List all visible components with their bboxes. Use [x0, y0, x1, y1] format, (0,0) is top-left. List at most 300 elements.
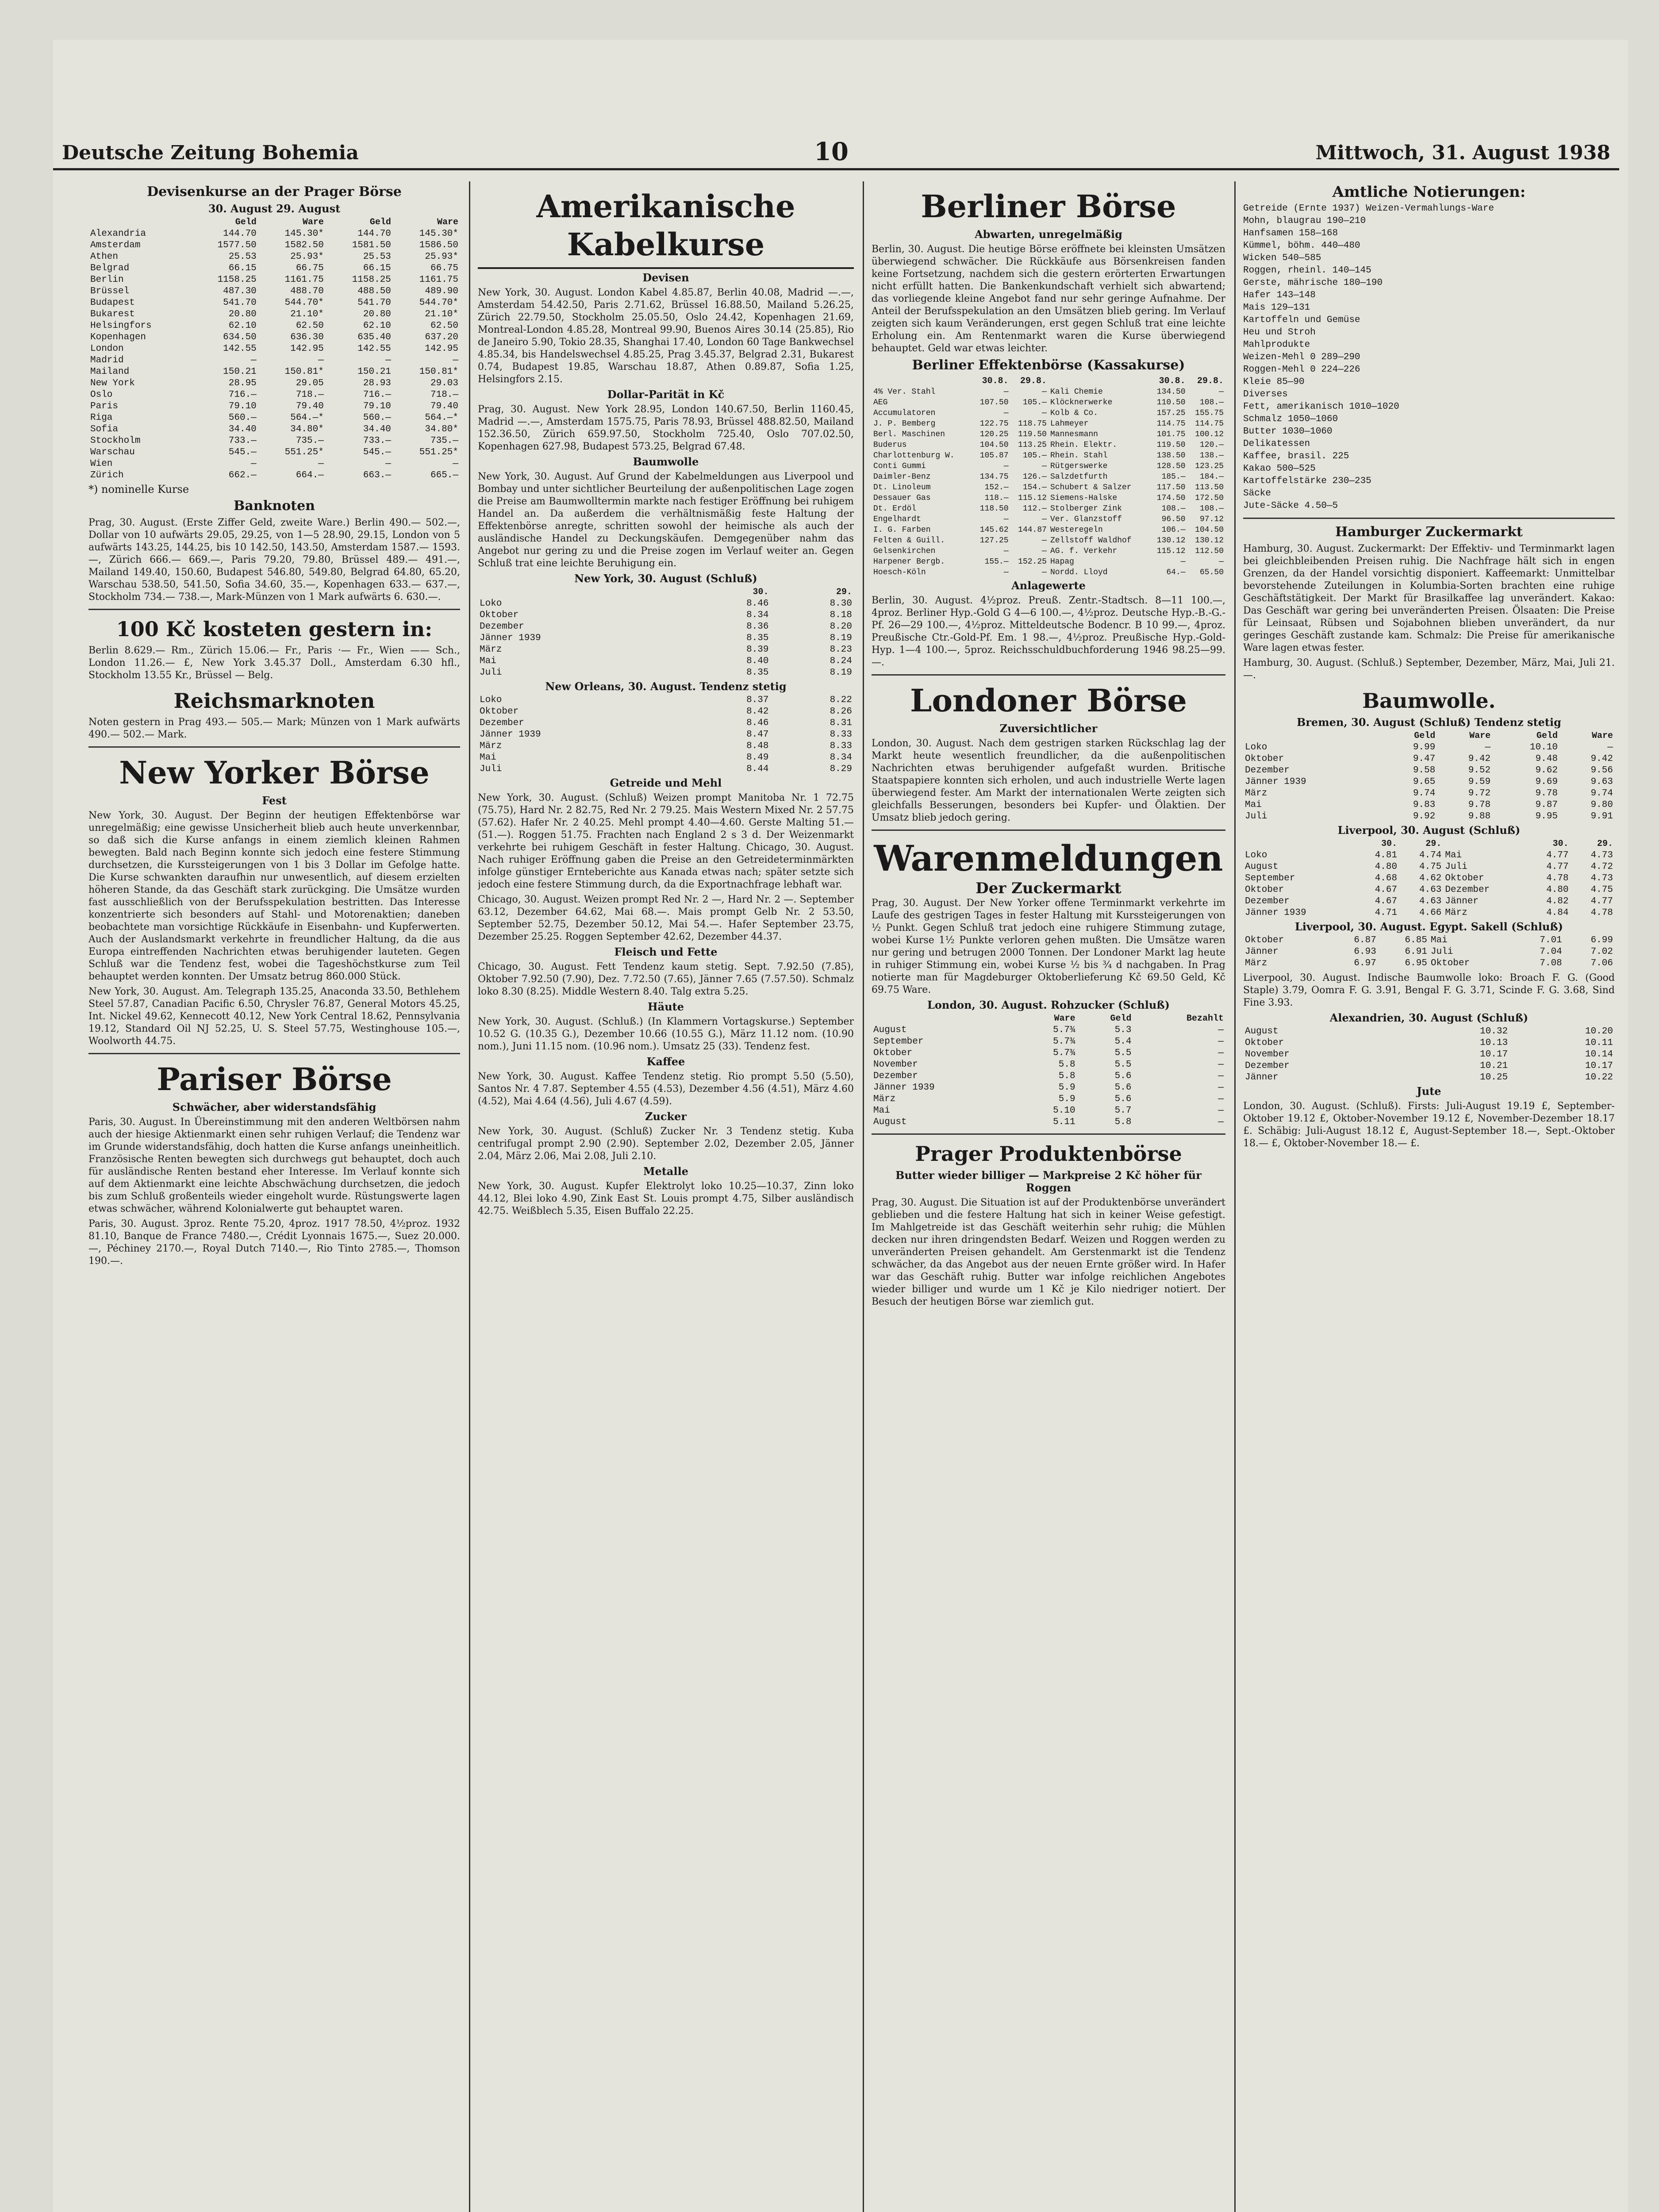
- table-cell: Dezember: [1245, 896, 1290, 906]
- table-row: [872, 1117, 1225, 1128]
- table-cell: 28.93: [363, 378, 391, 388]
- table-cell: Berlin: [90, 275, 124, 285]
- table-cell: 115.12: [1018, 494, 1047, 503]
- table-cell: Sofia: [90, 424, 119, 434]
- list-item: Wicken 540—585: [1243, 253, 1321, 263]
- table-cell: 142.95: [290, 344, 324, 354]
- alexandrien-table: [1243, 1026, 1615, 1083]
- table-cell: Budapest: [90, 298, 135, 308]
- table-row: [872, 408, 1225, 419]
- table-cell: Brüssel: [90, 286, 130, 296]
- hamburg-kaffee: Hamburg, 30. August. (Schluß.) September, Dezember, März, Mai, Juli 21.—.: [1243, 657, 1615, 681]
- table-header: [478, 587, 687, 598]
- table-header: Geld: [369, 217, 391, 227]
- list-item: Mahlprodukte: [1243, 340, 1310, 350]
- table-cell: 662.—: [228, 470, 257, 480]
- ny-text: New York, 30. August. Der Beginn der heutigen Effektenbörse war unregelmäßig; eine gewisse Unsicherheit blieb auch heute unverkennbar, so daß sich die Kurse anfangs in einem ziemlich kleinen Rahmen bewegten. Bald nach Beginn konnte sich jedoch eine festere Stimmung durchsetzen, die Kurssteigerungen von 1 bis 3 Dollar im Gefolge hatte. Die Kurse schwankten daraufhin nur unwesentlich, auf diesem erzielten höheren Stande, da das Geschäft stark zurückging. Die Umsätze wurden fast ausschließlich von der Berufsspekulation bestritten. Das Interesse konzentrierte sich besonders auf Stahl- und Motorenaktien; daneben beobachtete man vorsichtige Rückkäufe in Eisenbahn- und Kupferwerten. Auch der Auslandsmarkt verkehrte in freundlicher Haltung, da die aus Europa eintreffenden Nachrichten etwas beruhigender lauteten. Gegen Schluß war die Tendenz fest, wobei die Tageshöchstkurse zum Teil behauptet werden konnten. Der Umsatz betrug 860.000 Stück.: [88, 810, 460, 982]
- table-row: [478, 741, 854, 752]
- table-cell: 66.75: [430, 263, 458, 273]
- table-cell: 157.25: [1156, 409, 1186, 418]
- hides-sub: Häute: [647, 1000, 684, 1013]
- table-row: [88, 378, 460, 389]
- table-row: [88, 435, 460, 447]
- list-item: Weizen-Mehl 0 289—290: [1243, 352, 1360, 362]
- table-cell: Dt. Linoleum: [873, 483, 931, 492]
- table-cell: 9.69: [1535, 777, 1558, 787]
- table-cell: Oktober: [873, 1048, 913, 1058]
- table-row: [1243, 753, 1615, 765]
- table-cell: 560.—: [228, 413, 257, 423]
- table-cell: 9.92: [1413, 811, 1436, 822]
- table-cell: —: [1219, 388, 1224, 396]
- table-cell: 5.7¾: [1053, 1048, 1075, 1058]
- table-cell: Dezember: [1245, 1061, 1290, 1071]
- table-row: [1243, 873, 1615, 884]
- table-cell: Dezember: [1445, 885, 1490, 895]
- divider: [872, 830, 1225, 831]
- table-cell: Juli: [1445, 862, 1467, 872]
- table-row: [88, 263, 460, 274]
- table-cell: AG. f. Verkehr: [1050, 547, 1118, 556]
- indien-text: Liverpool, 30. August. Indische Baumwolle loko: Broach F. G. (Good Staple) 3.79, Oomra F. G. 3.91, Bengal F. G. 3.71, Scinde F. G. 3.68, Sind Fine 3.93.: [1243, 972, 1615, 1008]
- anleihen-text: Berlin, 30. August. 4½proz. Preuß. Zentr.-Stadtsch. 8—11 100.—, 4proz. Berliner Hyp.-Gold G 4—6 100.—, 4½proz. Deutsche Hyp.-B.-G.-Pf. 26—29 100.—, 4½proz. Mitteldeutsche Bodencr. B 10 99.—, 4proz. Preußische Ctr.-Gold-Pf. Em. 1 98.—, 4½proz. Preußische Hyp.-Gold-Hyp. 1—4 100.—, 5proz. Reichsschuldbuchforderung 1946 98.25—99.—.: [872, 595, 1225, 668]
- table-cell: 4.75: [1419, 862, 1442, 872]
- table-cell: 130.12: [1195, 536, 1224, 545]
- table-cell: 150.81*: [419, 367, 458, 377]
- table-row: [478, 695, 854, 706]
- table-cell: —: [1042, 409, 1047, 418]
- table-header: [872, 376, 972, 387]
- table-cell: 117.50: [1156, 483, 1186, 492]
- table-cell: Rhein. Stahl: [1050, 451, 1108, 460]
- table-cell: 10.22: [1585, 1072, 1613, 1083]
- table-header: 29.: [1425, 839, 1442, 849]
- list-item: Mohn, blaugrau 190—210: [1243, 216, 1366, 226]
- table-cell: Helsingfors: [90, 321, 152, 331]
- table-row: [88, 343, 460, 355]
- cotton-sub: Baumwolle: [633, 455, 699, 468]
- table-row: [478, 621, 854, 633]
- table-row: [88, 240, 460, 251]
- table-row: [1243, 861, 1615, 873]
- table-cell: —: [251, 355, 257, 365]
- table-row: [1243, 799, 1615, 811]
- table-cell: 122.75: [979, 419, 1009, 428]
- table-cell: 544.70*: [419, 298, 458, 308]
- table-cell: 8.24: [830, 656, 852, 666]
- table-header: 29.8.: [1020, 376, 1047, 386]
- table-cell: 9.47: [1413, 754, 1436, 764]
- table-cell: —: [1003, 388, 1009, 396]
- table-cell: 716.—: [363, 390, 391, 400]
- bremen-table: [1243, 730, 1615, 822]
- table-row: [872, 503, 1225, 514]
- table-cell: —: [1042, 568, 1047, 577]
- table-cell: 115.12: [1156, 547, 1186, 556]
- table-cell: Lahmeyer: [1050, 419, 1089, 428]
- table-cell: Dezember: [873, 1071, 918, 1081]
- table-cell: 172.50: [1195, 494, 1224, 503]
- table-cell: 637.20: [425, 332, 458, 342]
- table-cell: J. P. Bemberg: [873, 419, 936, 428]
- table-cell: Oktober: [1245, 754, 1284, 764]
- table-cell: 541.70: [357, 298, 391, 308]
- table-cell: 118.75: [1018, 419, 1047, 428]
- table-cell: 8.23: [830, 645, 852, 655]
- table-cell: 62.10: [228, 321, 257, 331]
- table-cell: Engelhardt: [873, 515, 922, 524]
- table-cell: Felten & Guill.: [873, 536, 945, 545]
- table-cell: Riga: [90, 413, 113, 423]
- table-row: [88, 286, 460, 297]
- sugar-text: New York, 30. August. (Schluß) Zucker Nr. 3 Tendenz stetig. Kuba centrifugal prompt 2.90 (2.90). September 2.02, Dezember 2.05, Jänner 2.04, März 2.06, Mai 2.08, Juli 2.10.: [478, 1126, 854, 1162]
- table-cell: Oktober: [1445, 873, 1484, 883]
- table-cell: —: [1218, 1106, 1224, 1116]
- chicago-text: Chicago, 30. August. Weizen prompt Red Nr. 2 —, Hard Nr. 2 —. September 63.12, Dezember 64.62, Mai 68.—. Mais prompt Gelb Nr. 2 53.50, September 52.75, Dezember 50.12, Mai 54.—. Hafer September 23.75, Dezember 25.25. Roggen September 42.62, Dezember 44.37.: [478, 894, 854, 942]
- table-cell: 9.65: [1413, 777, 1436, 787]
- table-cell: 488.70: [290, 286, 324, 296]
- table-cell: November: [873, 1060, 918, 1070]
- table-cell: 9.99: [1413, 742, 1436, 753]
- table-cell: März: [1245, 958, 1267, 968]
- table-cell: 8.33: [830, 741, 852, 751]
- table-cell: Loko: [480, 599, 502, 609]
- ny-title: New Yorker Börse: [119, 754, 430, 791]
- table-cell: Buderus: [873, 441, 907, 449]
- devisen-note: *) nominelle Kurse: [88, 483, 189, 495]
- table-cell: 10.14: [1585, 1049, 1613, 1060]
- table-cell: 8.34: [830, 753, 852, 763]
- reichsmark-title: Reichsmarknoten: [173, 689, 375, 713]
- table-cell: —: [1042, 515, 1047, 524]
- table-cell: Ver. Glanzstoff: [1050, 515, 1122, 524]
- table-cell: 10.25: [1480, 1072, 1508, 1083]
- table-cell: 25.93*: [425, 252, 458, 262]
- table-cell: 155.—: [984, 557, 1009, 566]
- table-cell: Mai: [1430, 935, 1448, 945]
- table-cell: 5.8: [1114, 1117, 1132, 1127]
- running-head: [53, 137, 1619, 170]
- table-cell: 97.12: [1199, 515, 1224, 524]
- table-cell: —: [453, 355, 458, 365]
- table-cell: 9.78: [1535, 788, 1558, 799]
- liverpool2-sub: Liverpool, 30. August. Egypt. Sakell (Schluß): [1294, 920, 1563, 933]
- table-header: Geld: [1414, 731, 1436, 741]
- table-cell: Loko: [480, 695, 502, 705]
- table-cell: 138.—: [1199, 451, 1224, 460]
- anleihen-sub: Anlagewerte: [1011, 579, 1086, 592]
- reichsmark-text: Noten gestern in Prag 493.— 505.— Mark; Münzen von 1 Mark aufwärts 490.— 502.— Mark.: [88, 717, 460, 740]
- table-cell: Klöcknerwerke: [1050, 398, 1113, 407]
- zucker-sub: Der Zuckermarkt: [975, 879, 1121, 897]
- divider: [872, 674, 1225, 676]
- table-cell: 34.40: [228, 424, 257, 434]
- table-cell: Jänner 1939: [480, 730, 541, 740]
- table-cell: 108.—: [1161, 504, 1186, 513]
- table-header: 30.: [753, 587, 769, 597]
- table-cell: 152.—: [984, 483, 1009, 492]
- table-cell: Westeregeln: [1050, 526, 1103, 534]
- kabelkurse-title: Amerikanische Kabelkurse: [478, 188, 854, 269]
- table-cell: 144.70: [223, 229, 257, 239]
- table-cell: 134.75: [979, 472, 1009, 481]
- table-cell: September: [873, 1037, 924, 1047]
- table-cell: August: [1245, 1026, 1279, 1037]
- table-cell: 105.87: [979, 451, 1009, 460]
- table-row: [1243, 884, 1615, 896]
- table-cell: Mai: [1445, 850, 1462, 860]
- table-row: [478, 706, 854, 718]
- table-cell: Mailand: [90, 367, 130, 377]
- list-item: Kakao 500—525: [1243, 464, 1316, 474]
- table-cell: 9.72: [1468, 788, 1491, 799]
- table-cell: Mai: [1245, 800, 1262, 810]
- table-header: Bezahlt: [1186, 1014, 1224, 1024]
- berlin-text: Berlin, 30. August. Die heutige Börse eröffnete bei kleinsten Umsätzen überwiegend schwächer. Die Rückkäufe aus Börsenkreisen fanden keine Fortsetzung, nachdem sich die gestern erörterten Erwartungen nicht erfüllt hatten. Die Bankenkundschaft verhielt sich abwartend; das vorliegende kleine Angebot fand nur sehr geringe Aufnahme. Der Anteil der Berufsspekulation an den Umsätzen blieb gering. Im Verlauf zeigten sich kaum Veränderungen, erst gegen Schluß trat eine leichte Erholung ein. Am Rentenmarkt waren die Kurse überwiegend behauptet. Geld war etwas leichter.: [872, 244, 1225, 354]
- table-row: [1243, 1037, 1615, 1049]
- list-item: Kümmel, böhm. 440—480: [1243, 241, 1360, 251]
- table-row: [478, 667, 854, 679]
- table-row: [88, 332, 460, 343]
- zucker-table: [872, 1013, 1225, 1128]
- table-header: 29.: [836, 587, 852, 597]
- dollar-sub: Dollar-Parität in Kč: [607, 388, 725, 401]
- table-row: [88, 447, 460, 458]
- table-cell: Rütgerswerke: [1050, 462, 1108, 471]
- table-cell: 4.72: [1590, 862, 1613, 872]
- table-cell: 144.70: [357, 229, 391, 239]
- table-cell: 130.12: [1156, 536, 1186, 545]
- table-cell: 4.80: [1375, 862, 1398, 872]
- table-cell: August: [1245, 862, 1279, 872]
- table-cell: 20.80: [363, 309, 391, 319]
- cotton-text: New York, 30. August. Auf Grund der Kabelmeldungen aus Liverpool und Bombay und unter sichtlicher Beurteilung der außenpolitischen Lage zogen die Preise am Baumwolltermin markte nach festiger Eröffnung bei ruhigem Handel an. Da außerdem die verhältnismäßig feste Haltung der Effektenbörse anregte, schritten sowohl der heimische als auch der ausländische Handel zu Deckungskäufen. Demgegenüber nahm das Angebot nur gering zu und die Preise zogen im Verlauf weiter an. Gegen Schluß trat eine leichte Beruhigung ein.: [478, 471, 854, 569]
- table-cell: 8.31: [830, 718, 852, 728]
- table-cell: 79.40: [430, 401, 458, 411]
- table-cell: 5.7¾: [1053, 1025, 1075, 1035]
- table-cell: —: [1607, 742, 1613, 753]
- list-item: Hafer 143—148: [1243, 290, 1316, 300]
- table-row: [1243, 742, 1615, 753]
- table-cell: 9.74: [1590, 788, 1613, 799]
- table-row: [88, 424, 460, 435]
- table-cell: 119.50: [1018, 430, 1047, 439]
- table-cell: Jänner: [1245, 947, 1279, 957]
- table-cell: 62.50: [430, 321, 458, 331]
- table-cell: März: [873, 1094, 896, 1104]
- amtliche-list: [1243, 203, 1615, 512]
- table-row: [872, 1025, 1225, 1036]
- table-cell: Mai: [480, 656, 496, 666]
- table-cell: Belgrad: [90, 263, 130, 273]
- table-cell: 544.70*: [284, 298, 324, 308]
- table-cell: 4.73: [1590, 850, 1613, 860]
- table-cell: 66.15: [228, 263, 257, 273]
- table-cell: 9.62: [1535, 765, 1558, 776]
- table-cell: 5.11: [1053, 1117, 1075, 1127]
- table-cell: 4.66: [1419, 908, 1442, 918]
- grain-sub: Getreide und Mehl: [610, 776, 722, 789]
- table-cell: 8.20: [830, 622, 852, 632]
- table-cell: 6.99: [1590, 935, 1613, 945]
- table-cell: 25.53: [228, 252, 257, 262]
- table-cell: 7.02: [1590, 947, 1613, 957]
- table-row: [1243, 850, 1615, 861]
- table-cell: 489.90: [425, 286, 458, 296]
- table-cell: 10.17: [1480, 1049, 1508, 1060]
- table-cell: 145.62: [979, 526, 1009, 534]
- list-item: Heu und Stroh: [1243, 327, 1316, 338]
- paper-name: Deutsche Zeitung Bohemia: [62, 142, 359, 164]
- list-item: Kleie 85—90: [1243, 377, 1305, 387]
- grain-text: New York, 30. August. (Schluß) Weizen prompt Manitoba Nr. 1 72.75 (75.75), Hard Nr. 2 82.75, Red Nr. 2 79.25. Mais Western Mixed Nr. 2 57.75 (57.62). Hafer Nr. 2 40.25. Mehl prompt 4.40—4.60. Gerste Malting 51.— (51.—). Roggen 51.75. Frachten nach England 2 s 3 d. Der Weizenmarkt verkehrte bei ruhigem Geschäft in fester Haltung. Chicago, 30. August. Nach ruhiger Eröffnung gaben die Preise an den Getreideterminmärkten infolge günstiger Ernteberichte aus Kanada etwas nach; später setzte sich jedoch eine festere Stimmung durch, da die Exportnachfrage lebhaft war.: [478, 792, 854, 890]
- table-cell: 8.19: [830, 668, 852, 678]
- table-cell: 62.50: [296, 321, 324, 331]
- kc-title: 100 Kč kosteten gestern in:: [116, 617, 433, 641]
- table-row: [872, 1071, 1225, 1082]
- table-cell: Dt. Erdöl: [873, 504, 917, 513]
- coffee-text: New York, 30. August. Kaffee Tendenz stetig. Rio prompt 5.50 (5.50), Santos Nr. 4 7.87. September 4.55 (4.53), Dezember 4.56 (4.51), März 4.60 (4.52), Mai 4.64 (4.56), Juli 4.67 (4.59).: [478, 1071, 854, 1107]
- table-cell: 8.36: [746, 622, 769, 632]
- paris-title: Pariser Börse: [157, 1061, 392, 1098]
- kc-text: Berlin 8.629.— Rm., Zürich 15.06.— Fr., Paris ·— Fr., Wien —— Sch., London 11.26.— £, New York 3.45.37 Doll., Amsterdam 6.30 hfl., Stockholm 13.55 Kr., Brüssel — Belg.: [88, 645, 460, 681]
- divider: [88, 746, 460, 748]
- table-cell: London: [90, 344, 124, 354]
- table-cell: New York: [90, 378, 135, 388]
- list-item: Roggen-Mehl 0 224—226: [1243, 365, 1360, 375]
- devisen-title: Devisenkurse an der Prager Börse: [147, 184, 402, 200]
- table-cell: Dessauer Gas: [873, 494, 931, 503]
- table-cell: —: [1218, 1094, 1224, 1104]
- table-cell: Juli: [1245, 811, 1267, 822]
- table-cell: 5.3: [1114, 1025, 1132, 1035]
- table-cell: 7.08: [1540, 958, 1562, 968]
- table-row: [872, 450, 1225, 461]
- table-header: [872, 1013, 1018, 1025]
- hides-text: New York, 30. August. (Schluß.) (In Klammern Vortagskurse.) September 10.52 G. (10.35 G.), Dezember 10.66 (10.55 G.), März 11.12 nom. (10.90 nom.), Juni 11.15 nom. (10.96 nom.). Umsatz 25 (33). Tendenz fest.: [478, 1016, 854, 1052]
- hamburg-text: Hamburg, 30. August. Zuckermarkt: Der Effektiv- und Terminmarkt lagen bei gleichbleibenden Preisen ruhig. Die Nachfrage hält sich in engen Grenzen, da der Handel vorsichtig disponiert. Kaffeemarkt: Unmittelbar bevorstehende Zuteilungen in Kolumbia-Sorten brachten eine ruhige Geschäftstätigkeit. Der Markt für Brasilkaffee lag unverändert. Kakao: Das Geschäft war gering bei unveränderten Preisen. Ölsaaten: Die Preise für Leinsaat, Rübsen und Sojabohnen blieben unverändert, da nur geringes Geschäft zustande kam. Schmalz: Die Preise für amerikanische Ware lagen etwas fester.: [1243, 543, 1615, 653]
- table-cell: 106.—: [1161, 526, 1186, 534]
- table-cell: —: [251, 459, 257, 469]
- table-row: [478, 598, 854, 610]
- table-header: 29.: [1597, 839, 1613, 849]
- table-row: [872, 482, 1225, 493]
- table-cell: —: [1042, 547, 1047, 556]
- table-cell: 8.37: [746, 695, 769, 705]
- table-cell: 105.—: [1022, 398, 1047, 407]
- table-header: Geld: [235, 217, 257, 227]
- table-cell: 718.—: [296, 390, 324, 400]
- table-cell: Oktober: [1245, 935, 1284, 945]
- table-cell: 9.83: [1413, 800, 1436, 810]
- table-header: Ware: [302, 217, 324, 227]
- table-cell: 20.80: [228, 309, 257, 319]
- table-cell: Loko: [1245, 850, 1267, 860]
- table-cell: Gelsenkirchen: [873, 547, 936, 556]
- table-cell: Charlottenburg W.: [873, 451, 955, 460]
- table-cell: 34.40: [363, 424, 391, 434]
- table-header: Ware: [1469, 731, 1491, 741]
- table-header: [1243, 730, 1382, 742]
- berlin-sub: Abwarten, unregelmäßig: [975, 228, 1122, 241]
- column-rule: [1234, 181, 1236, 2212]
- table-row: [1243, 958, 1615, 969]
- table-cell: Siemens-Halske: [1050, 494, 1118, 503]
- table-cell: Oktober: [1430, 958, 1470, 968]
- table-cell: 9.48: [1535, 754, 1558, 764]
- table-cell: 4.77: [1546, 862, 1569, 872]
- table-row: [1243, 1060, 1615, 1072]
- table-cell: März: [480, 645, 502, 655]
- list-item: Kartoffeln und Gemüse: [1243, 315, 1360, 325]
- table-cell: 1161.75: [284, 275, 324, 285]
- table-row: [872, 1036, 1225, 1048]
- table-cell: —: [1218, 1037, 1224, 1047]
- table-cell: 5.6: [1114, 1083, 1132, 1093]
- table-row: [88, 389, 460, 401]
- table-cell: Bukarest: [90, 309, 135, 319]
- page-number: 10: [814, 137, 849, 166]
- table-cell: Hoesch-Köln: [873, 568, 926, 577]
- table-row: [872, 440, 1225, 450]
- list-item: Hanfsamen 158—168: [1243, 228, 1338, 238]
- table-cell: 110.50: [1156, 398, 1186, 407]
- table-cell: 9.78: [1468, 800, 1491, 810]
- table-cell: 10.20: [1585, 1026, 1613, 1037]
- table-cell: 8.35: [746, 633, 769, 643]
- table-row: [872, 397, 1225, 408]
- list-item: Butter 1030—1060: [1243, 426, 1333, 437]
- table-row: [872, 514, 1225, 525]
- table-cell: 138.50: [1156, 451, 1186, 460]
- table-cell: 8.30: [830, 599, 852, 609]
- table-cell: Kolb & Co.: [1050, 409, 1098, 418]
- table-cell: 4.78: [1546, 873, 1569, 883]
- table-row: [88, 320, 460, 332]
- dollar-text: Prag, 30. August. New York 28.95, London 140.67.50, Berlin 1160.45, Madrid —.—, Amsterdam 1575.75, Paris 78.93, Brüssel 488.82.50, Mailand 152.36.50, Zürich 659.97.50, Stockholm 725.40, Oslo 707.02.50, Kopenhagen 627.98, Budapest 573.25, Belgrad 67.48.: [478, 404, 854, 452]
- divider: [1243, 518, 1615, 519]
- table-cell: 4.74: [1419, 850, 1442, 860]
- table-cell: —: [1218, 1025, 1224, 1035]
- table-cell: Mannesmann: [1050, 430, 1098, 439]
- zucker-london-sub: London, 30. August. Rohzucker (Schluß): [927, 998, 1170, 1011]
- table-cell: 134.50: [1156, 388, 1186, 396]
- table-cell: 5.7: [1114, 1106, 1132, 1116]
- liverpool2-table: [1243, 935, 1615, 969]
- table-row: [478, 633, 854, 644]
- table-cell: 733.—: [363, 436, 391, 446]
- table-cell: 564.—*: [425, 413, 458, 423]
- table-cell: 10.17: [1585, 1061, 1613, 1071]
- table-cell: —: [1003, 547, 1009, 556]
- table-cell: Oktober: [1245, 1038, 1284, 1048]
- table-cell: 8.35: [746, 668, 769, 678]
- metals-text: New York, 30. August. Kupfer Elektrolyt loko 10.25—10.37, Zinn loko 44.12, Blei loko 4.90, Zink East St. Louis prompt 4.75, Silber ausländisch 42.75. Weißblech 5.35, Eisen Buffalo 22.25.: [478, 1181, 854, 1217]
- table-cell: 5.8: [1058, 1071, 1075, 1081]
- table-cell: 8.39: [746, 645, 769, 655]
- table-cell: 66.75: [296, 263, 324, 273]
- effekten-title: Berliner Effektenbörse (Kassakurse): [912, 357, 1185, 373]
- table-cell: Dezember: [480, 622, 524, 632]
- table-cell: 8.44: [746, 764, 769, 774]
- table-cell: 545.—: [363, 447, 391, 457]
- hamburg-title: Hamburger Zuckermarkt: [1335, 524, 1523, 540]
- table-cell: 551.25*: [284, 447, 324, 457]
- table-cell: 107.50: [979, 398, 1009, 407]
- table-cell: 145.30*: [284, 229, 324, 239]
- table-cell: Jänner 1939: [480, 633, 541, 643]
- table-cell: 8.42: [746, 707, 769, 717]
